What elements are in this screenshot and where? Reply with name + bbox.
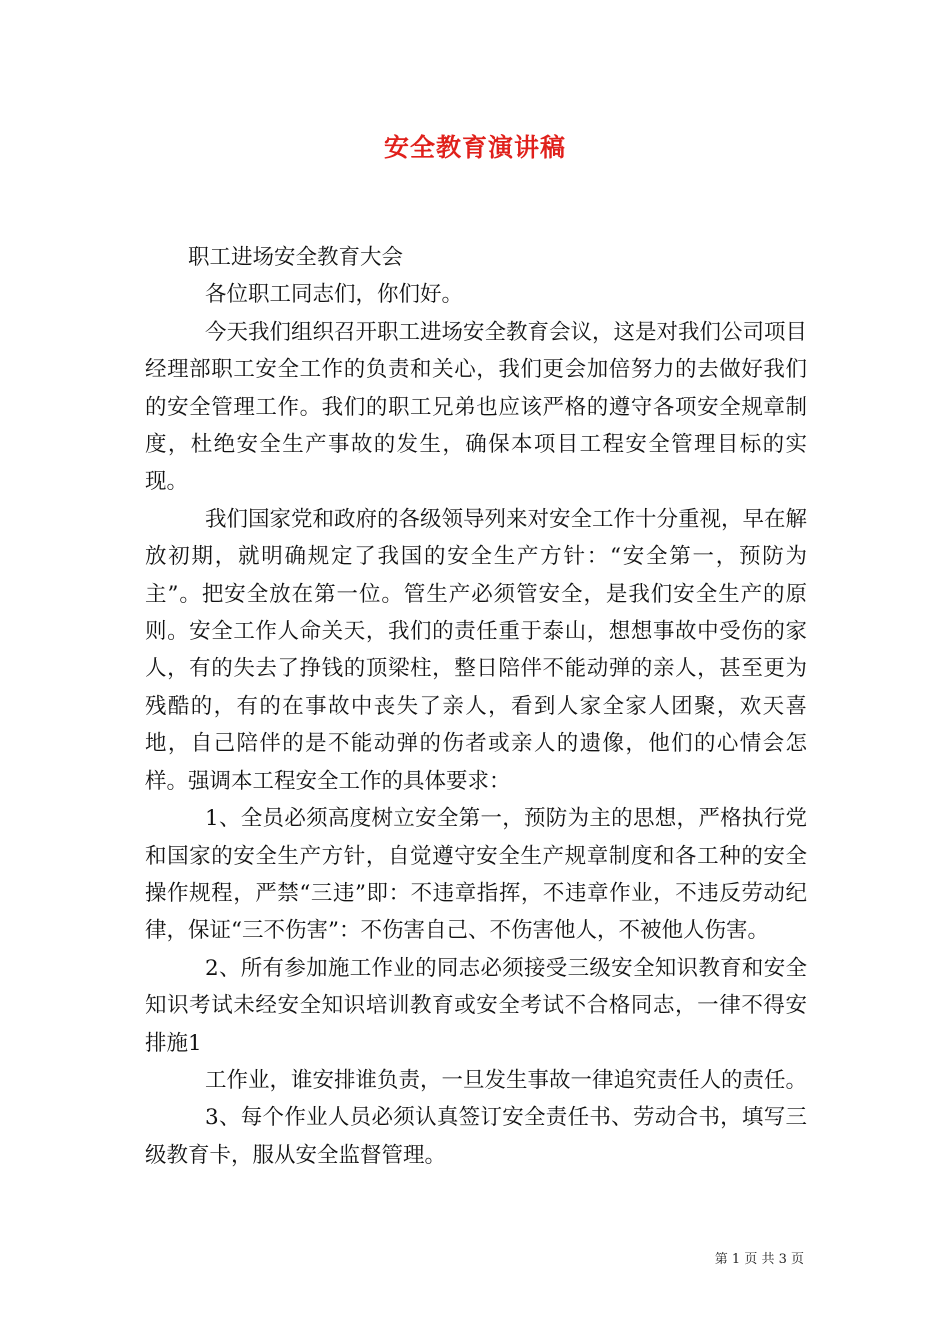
requirement-item: 3、每个作业人员必须认真签订安全责任书、劳动合书，填写三级教育卡，服从安全监督管理。 bbox=[145, 1105, 807, 1168]
requirement-item: 2、所有参加施工作业的同志必须接受三级安全知识教育和安全知识考试未经安全知识培训教育或安全考试不合格同志，一律不得安排施1 bbox=[145, 955, 807, 1056]
requirement-continuation: 工作业，谁安排谁负责，一旦发生事故一律追究责任人的责任。 bbox=[205, 1067, 808, 1093]
body-paragraph: 今天我们组织召开职工进场安全教育会议，这是对我们公司项目经理部职工安全工作的负责和关心，我们更会加倍努力的去做好我们的安全管理工作。我们的职工兄弟也应该严格的遵守各项安全规章制度，杜绝安全生产事故的发生，确保本项目工程安全管理目标的实现。 bbox=[145, 319, 808, 495]
page-number: 第 1 页 共 3 页 bbox=[714, 1252, 804, 1267]
document-title: 安全教育演讲稿 bbox=[383, 133, 566, 162]
document-body bbox=[145, 239, 807, 1174]
meeting-heading: 职工进场安全教育大会 bbox=[188, 245, 404, 270]
greeting-paragraph: 各位职工同志们，你们好。 bbox=[205, 282, 464, 308]
body-paragraph: 我们国家党和政府的各级领导列来对安全工作十分重视，早在解放初期，就明确规定了我国的安全生产方针：“安全第一，预防为主”。把安全放在第一位。管生产必须管安全，是我们安全生产的原则。安全工作人命关天，我们的责任重于泰山，想想事故中受伤的家人，有的失去了挣钱的顶梁柱，整日陪伴不能动弹的亲人，甚至更为残酷的，有的在事故中丧失了亲人，看到人家全家人团聚，欢天喜地，自己陪伴的是不能动弹的伤者或亲人的遗像，他们的心情会怎样。强调本工程安全工作的具体要求： bbox=[145, 506, 808, 794]
requirement-item: 1、全员必须高度树立安全第一，预防为主的思想，严格执行党和国家的安全生产方针，自觉遵守安全生产规章制度和各工种的安全操作规程，严禁“三违”即：不违章指挥，不违章作业，不违反劳动纪律，保证“三不伤害”：不伤害自己、不伤害他人，不被他人伤害。 bbox=[145, 806, 807, 944]
